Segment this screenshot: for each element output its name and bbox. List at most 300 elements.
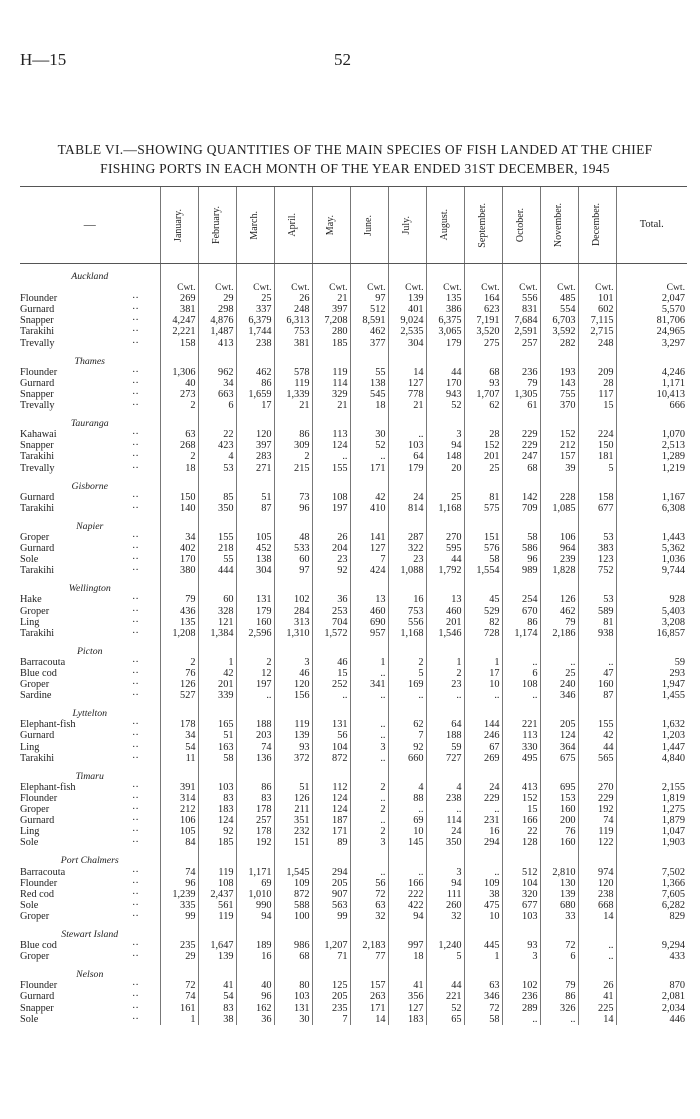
blank-cell xyxy=(426,264,464,283)
value-cell: 89 xyxy=(312,837,350,848)
value-cell: 3 xyxy=(350,742,388,753)
species-label: Groper xyxy=(20,679,50,691)
value-cell: 94 xyxy=(236,911,274,922)
value-cell: 71 xyxy=(312,951,350,962)
value-cell: 139 xyxy=(388,293,426,304)
value-cell: .. xyxy=(578,657,616,668)
value-cell: 595 xyxy=(426,543,464,554)
blank-cell xyxy=(426,576,464,594)
table-row xyxy=(20,867,687,878)
value-cell: 21 xyxy=(312,293,350,304)
table-row xyxy=(20,429,687,440)
blank-cell xyxy=(464,411,502,429)
value-cell: 752 xyxy=(578,565,616,576)
value-cell: 60 xyxy=(198,594,236,605)
port-name: Stewart Island xyxy=(61,928,119,940)
value-cell: .. xyxy=(236,690,274,701)
leader-dots: ·· xyxy=(132,877,139,889)
value-cell: 119 xyxy=(198,867,236,878)
value-cell: 2,715 xyxy=(578,326,616,337)
value-cell: 109 xyxy=(274,878,312,889)
species-name xyxy=(20,293,160,304)
value-cell: 119 xyxy=(274,378,312,389)
value-cell: 263 xyxy=(350,991,388,1002)
value-cell: 108 xyxy=(502,679,540,690)
value-cell: 130 xyxy=(540,878,578,889)
value-cell: 39 xyxy=(540,463,578,474)
value-cell: 160 xyxy=(540,804,578,815)
value-cell: 32 xyxy=(426,911,464,922)
value-cell: 106 xyxy=(160,815,198,826)
value-cell: 86 xyxy=(236,782,274,793)
table-row xyxy=(20,1003,687,1014)
value-cell: 152 xyxy=(502,793,540,804)
species-name xyxy=(20,668,160,679)
value-cell: 150 xyxy=(578,440,616,451)
leader-dots: ·· xyxy=(132,1002,139,1014)
total-cell: 9,744 xyxy=(616,565,687,576)
species-name xyxy=(20,878,160,889)
value-cell: 40 xyxy=(160,378,198,389)
value-cell: 44 xyxy=(426,367,464,378)
species-name xyxy=(20,532,160,543)
leader-dots: ·· xyxy=(132,804,139,816)
total-cell: 7,502 xyxy=(616,867,687,878)
value-cell: 58 xyxy=(198,753,236,764)
unit-cell: Cwt. xyxy=(388,282,426,293)
blank-cell xyxy=(502,576,540,594)
value-cell: 663 xyxy=(198,389,236,400)
blank-cell xyxy=(540,764,578,782)
value-cell: 402 xyxy=(160,543,198,554)
leader-dots: ·· xyxy=(132,315,139,327)
table-row xyxy=(20,815,687,826)
table-body xyxy=(20,264,687,1025)
species-name xyxy=(20,378,160,389)
value-cell: 72 xyxy=(160,980,198,991)
port-name: Port Chalmers xyxy=(60,855,119,867)
value-cell: 165 xyxy=(198,719,236,730)
leader-dots: ·· xyxy=(132,815,139,827)
table-row xyxy=(20,378,687,389)
blank-cell xyxy=(426,411,464,429)
value-cell: 2,810 xyxy=(540,867,578,878)
blank-cell xyxy=(502,639,540,657)
blank-cell xyxy=(578,848,616,866)
blank-cell xyxy=(464,848,502,866)
leader-dots: ·· xyxy=(132,616,139,628)
month-header: February. xyxy=(198,187,236,264)
table-row xyxy=(20,463,687,474)
unit-cell: Cwt. xyxy=(578,282,616,293)
value-cell: 6,313 xyxy=(274,315,312,326)
value-cell: 155 xyxy=(578,719,616,730)
value-cell: 105 xyxy=(236,532,274,543)
value-cell: 120 xyxy=(578,878,616,889)
value-cell: 124 xyxy=(198,815,236,826)
leader-dots: ·· xyxy=(132,866,139,878)
table-row xyxy=(20,826,687,837)
value-cell: .. xyxy=(388,429,426,440)
leader-dots: ·· xyxy=(132,451,139,463)
species-label: Barracouta xyxy=(20,656,66,668)
value-cell: 1,305 xyxy=(502,389,540,400)
value-cell: 92 xyxy=(198,826,236,837)
value-cell: 157 xyxy=(540,451,578,462)
blank-cell xyxy=(274,962,312,980)
value-cell: 99 xyxy=(312,911,350,922)
value-cell: 41 xyxy=(578,991,616,1002)
value-cell: 4 xyxy=(198,451,236,462)
port-heading-row xyxy=(20,922,687,940)
value-cell: 179 xyxy=(236,606,274,617)
value-cell: 72 xyxy=(464,1003,502,1014)
value-cell: 268 xyxy=(160,440,198,451)
port-name: Lyttelton xyxy=(72,708,108,720)
table-row xyxy=(20,594,687,605)
blank-cell xyxy=(578,764,616,782)
value-cell: .. xyxy=(350,815,388,826)
blank-cell xyxy=(350,848,388,866)
value-cell: 65 xyxy=(426,1014,464,1025)
value-cell: 120 xyxy=(236,429,274,440)
table-row xyxy=(20,753,687,764)
value-cell: 294 xyxy=(464,837,502,848)
table-row xyxy=(20,1014,687,1025)
value-cell: 1,744 xyxy=(236,326,274,337)
value-cell: 54 xyxy=(160,742,198,753)
value-cell: 269 xyxy=(160,293,198,304)
value-cell: 87 xyxy=(578,690,616,701)
value-cell: 103 xyxy=(198,782,236,793)
value-cell: 10 xyxy=(388,826,426,837)
value-cell: 2 xyxy=(274,451,312,462)
value-cell: 58 xyxy=(464,554,502,565)
value-cell: 145 xyxy=(388,837,426,848)
value-cell: 103 xyxy=(388,440,426,451)
species-name xyxy=(20,606,160,617)
leader-dots: ·· xyxy=(132,326,139,338)
blank-cell xyxy=(502,764,540,782)
total-cell: 3,297 xyxy=(616,338,687,349)
value-cell: 670 xyxy=(502,606,540,617)
blank-cell xyxy=(274,848,312,866)
total-cell: 1,070 xyxy=(616,429,687,440)
blank-cell xyxy=(198,701,236,719)
value-cell: 74 xyxy=(160,991,198,1002)
value-cell: .. xyxy=(350,730,388,741)
value-cell: 356 xyxy=(388,991,426,1002)
value-cell: 22 xyxy=(502,826,540,837)
value-cell: 76 xyxy=(160,668,198,679)
species-name xyxy=(20,492,160,503)
value-cell: 171 xyxy=(312,826,350,837)
value-cell: 229 xyxy=(578,793,616,804)
blank-cell xyxy=(464,962,502,980)
port-name: Tauranga xyxy=(70,418,109,430)
blank-cell xyxy=(236,514,274,532)
port-heading-row xyxy=(20,764,687,782)
value-cell: 445 xyxy=(464,940,502,951)
species-name xyxy=(20,782,160,793)
value-cell: 119 xyxy=(578,826,616,837)
month-header: June. xyxy=(350,187,388,264)
value-cell: 668 xyxy=(578,900,616,911)
value-cell: 33 xyxy=(540,911,578,922)
value-cell: 34 xyxy=(160,532,198,543)
value-cell: 44 xyxy=(426,554,464,565)
table-row xyxy=(20,991,687,1002)
value-cell: 28 xyxy=(578,378,616,389)
value-cell: 179 xyxy=(426,338,464,349)
value-cell: 380 xyxy=(160,565,198,576)
value-cell: 86 xyxy=(236,378,274,389)
blank-cell xyxy=(198,514,236,532)
species-label: Snapper xyxy=(20,440,54,452)
value-cell: .. xyxy=(312,451,350,462)
value-cell: 60 xyxy=(274,554,312,565)
blank-cell xyxy=(350,922,388,940)
unit-cell: Cwt. xyxy=(540,282,578,293)
species-name xyxy=(20,338,160,349)
blank-cell xyxy=(540,514,578,532)
value-cell: .. xyxy=(578,940,616,951)
species-label: Trevally xyxy=(20,400,55,412)
blank-cell xyxy=(578,514,616,532)
value-cell: 56 xyxy=(350,878,388,889)
value-cell: 13 xyxy=(350,594,388,605)
value-cell: 164 xyxy=(464,293,502,304)
value-cell: .. xyxy=(578,951,616,962)
blank-cell xyxy=(236,411,274,429)
value-cell: 104 xyxy=(312,742,350,753)
species-label: Groper xyxy=(20,910,50,922)
blank-cell xyxy=(502,848,540,866)
blank-cell xyxy=(578,701,616,719)
value-cell: 257 xyxy=(502,338,540,349)
value-cell: 141 xyxy=(350,532,388,543)
value-cell: 99 xyxy=(160,911,198,922)
value-cell: 677 xyxy=(502,900,540,911)
port-name: Napier xyxy=(76,520,104,532)
port-heading-row xyxy=(20,349,687,367)
blank-cell xyxy=(540,922,578,940)
table-row xyxy=(20,451,687,462)
blank-cell xyxy=(502,349,540,367)
value-cell: 169 xyxy=(388,679,426,690)
total-cell: 5,570 xyxy=(616,304,687,315)
value-cell: 29 xyxy=(160,951,198,962)
species-label: Tarakihi xyxy=(20,565,55,577)
value-cell: .. xyxy=(502,690,540,701)
value-cell: 304 xyxy=(388,338,426,349)
value-cell: 452 xyxy=(236,543,274,554)
value-cell: 2 xyxy=(350,804,388,815)
value-cell: 462 xyxy=(540,606,578,617)
species-name xyxy=(20,719,160,730)
value-cell: 6 xyxy=(198,400,236,411)
value-cell: 423 xyxy=(198,440,236,451)
blank-cell xyxy=(350,514,388,532)
species-name xyxy=(20,804,160,815)
value-cell: 139 xyxy=(274,730,312,741)
value-cell: 623 xyxy=(464,304,502,315)
blank-cell xyxy=(160,962,198,980)
value-cell: 158 xyxy=(160,338,198,349)
blank-cell xyxy=(388,962,426,980)
value-cell: 68 xyxy=(502,463,540,474)
value-cell: 106 xyxy=(540,532,578,543)
value-cell: .. xyxy=(540,657,578,668)
value-cell: 157 xyxy=(350,980,388,991)
value-cell: 2,535 xyxy=(388,326,426,337)
value-cell: 15 xyxy=(312,668,350,679)
value-cell: 2,437 xyxy=(198,889,236,900)
table-row xyxy=(20,532,687,543)
blank-cell xyxy=(198,922,236,940)
value-cell: 79 xyxy=(540,617,578,628)
blank-cell xyxy=(236,576,274,594)
value-cell: 76 xyxy=(540,826,578,837)
blank-cell xyxy=(616,514,687,532)
value-cell: 104 xyxy=(502,878,540,889)
month-header: November. xyxy=(540,187,578,264)
value-cell: 986 xyxy=(274,940,312,951)
value-cell: 294 xyxy=(312,867,350,878)
value-cell: 1,207 xyxy=(312,940,350,951)
value-cell: 61 xyxy=(502,400,540,411)
value-cell: 943 xyxy=(426,389,464,400)
value-cell: 247 xyxy=(502,451,540,462)
value-cell: 3 xyxy=(274,657,312,668)
value-cell: 88 xyxy=(388,793,426,804)
value-cell: 114 xyxy=(426,815,464,826)
species-label: Groper xyxy=(20,804,50,816)
blank-cell xyxy=(616,922,687,940)
value-cell: 117 xyxy=(578,389,616,400)
blank-cell xyxy=(426,474,464,492)
value-cell: 74 xyxy=(160,867,198,878)
value-cell: 135 xyxy=(426,293,464,304)
blank-cell xyxy=(540,264,578,283)
value-cell: 17 xyxy=(236,400,274,411)
value-cell: 97 xyxy=(350,293,388,304)
value-cell: 63 xyxy=(464,980,502,991)
species-label: Groper xyxy=(20,951,50,963)
value-cell: 7 xyxy=(350,554,388,565)
value-cell: .. xyxy=(540,1014,578,1025)
blank-cell xyxy=(312,962,350,980)
leader-dots: ·· xyxy=(132,605,139,617)
value-cell: 63 xyxy=(350,900,388,911)
blank-cell xyxy=(312,764,350,782)
value-cell: 284 xyxy=(274,606,312,617)
total-cell: 1,632 xyxy=(616,719,687,730)
month-header: May. xyxy=(312,187,350,264)
value-cell: 151 xyxy=(464,532,502,543)
table-row xyxy=(20,837,687,848)
blank-cell xyxy=(464,922,502,940)
blank-cell xyxy=(388,576,426,594)
blank-cell xyxy=(236,962,274,980)
species-label: Elephant-fish xyxy=(20,719,76,731)
value-cell: 47 xyxy=(578,668,616,679)
value-cell: 727 xyxy=(426,753,464,764)
blank-cell xyxy=(350,474,388,492)
value-cell: 410 xyxy=(350,503,388,514)
value-cell: 171 xyxy=(350,1003,388,1014)
blank-cell xyxy=(350,764,388,782)
value-cell: 81 xyxy=(464,492,502,503)
species-label: Tarakihi xyxy=(20,627,55,639)
unit-cell: Cwt. xyxy=(198,282,236,293)
value-cell: 152 xyxy=(540,429,578,440)
value-cell: 55 xyxy=(198,554,236,565)
value-cell: 52 xyxy=(350,440,388,451)
blank-cell xyxy=(426,848,464,866)
value-cell: 232 xyxy=(274,826,312,837)
blank-cell xyxy=(388,349,426,367)
leader-dots: ·· xyxy=(132,730,139,742)
value-cell: 462 xyxy=(236,367,274,378)
total-cell: 1,219 xyxy=(616,463,687,474)
value-cell: 1,010 xyxy=(236,889,274,900)
value-cell: 84 xyxy=(160,837,198,848)
value-cell: 112 xyxy=(312,782,350,793)
value-cell: 240 xyxy=(540,679,578,690)
value-cell: 125 xyxy=(312,980,350,991)
value-cell: 224 xyxy=(578,429,616,440)
value-cell: 86 xyxy=(502,617,540,628)
value-cell: 1,554 xyxy=(464,565,502,576)
table-row xyxy=(20,492,687,503)
value-cell: 413 xyxy=(502,782,540,793)
value-cell: 205 xyxy=(312,991,350,1002)
total-cell: 293 xyxy=(616,668,687,679)
port-name: Wellington xyxy=(68,583,111,595)
value-cell: 55 xyxy=(350,367,388,378)
species-label: Groper xyxy=(20,531,50,543)
blank-cell xyxy=(426,701,464,719)
total-header: Total. xyxy=(616,187,687,264)
species-name xyxy=(20,753,160,764)
value-cell: 96 xyxy=(274,503,312,514)
species-label: Ling xyxy=(20,741,40,753)
value-cell: 54 xyxy=(198,991,236,1002)
value-cell: .. xyxy=(502,657,540,668)
species-name xyxy=(20,1014,160,1025)
species-label: Gurnard xyxy=(20,730,55,742)
blank-cell xyxy=(312,474,350,492)
value-cell: 248 xyxy=(274,304,312,315)
value-cell: 339 xyxy=(198,690,236,701)
unit-cell: Cwt. xyxy=(426,282,464,293)
value-cell: 93 xyxy=(274,742,312,753)
value-cell: 113 xyxy=(502,730,540,741)
value-cell: 83 xyxy=(198,793,236,804)
blank-cell xyxy=(312,411,350,429)
value-cell: 273 xyxy=(160,389,198,400)
value-cell: 102 xyxy=(274,594,312,605)
value-cell: 460 xyxy=(350,606,388,617)
table-row xyxy=(20,878,687,889)
total-cell: 81,706 xyxy=(616,315,687,326)
value-cell: 460 xyxy=(426,606,464,617)
value-cell: 53 xyxy=(578,532,616,543)
total-cell: 1,289 xyxy=(616,451,687,462)
species-label: Gurnard xyxy=(20,991,55,1003)
species-name xyxy=(20,889,160,900)
